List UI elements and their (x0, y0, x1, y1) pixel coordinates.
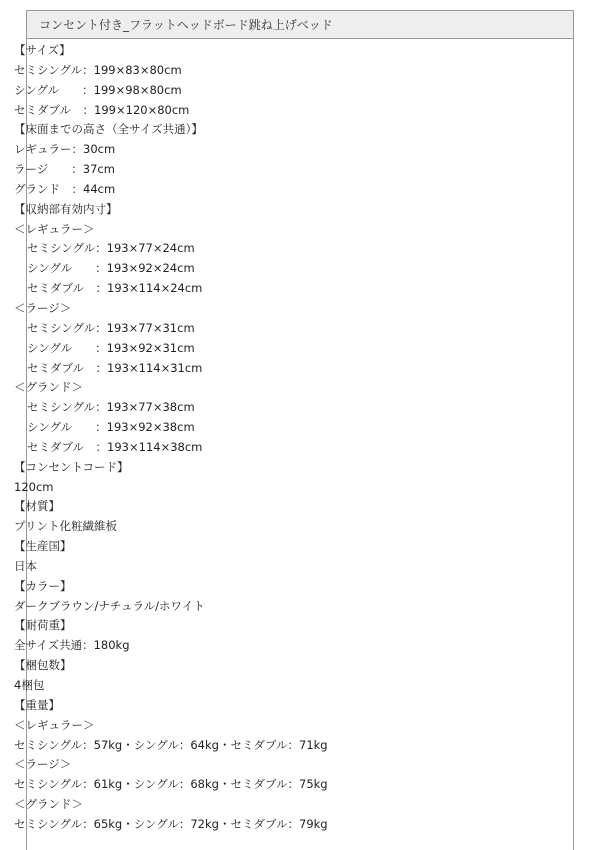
subsection-heading: ＜ラージ＞ (14, 757, 72, 772)
spec-value: シングル ：193×92×24cm (27, 261, 195, 276)
subsection-heading: ＜ラージ＞ (14, 300, 72, 315)
section-heading: 【サイズ】 (14, 43, 71, 57)
spec-value: ラージ ：37cm (14, 162, 115, 177)
subsection-heading: ＜レギュラー＞ (14, 221, 95, 236)
spec-value: 4梱包 (14, 678, 45, 692)
spec-value: 120cm (14, 479, 54, 494)
spec-value: セミダブル ：193×114×31cm (27, 360, 203, 375)
spec-value: セミシングル：193×77×31cm (27, 320, 195, 335)
section-heading: 【材質】 (14, 499, 60, 514)
spec-value: シングル ：193×92×31cm (27, 340, 195, 355)
spec-list (14, 41, 534, 835)
spec-value: セミシングル：193×77×38cm (27, 400, 195, 415)
section-heading: 【重量】 (14, 697, 60, 712)
spec-value: プリント化粧繊維板 (14, 519, 118, 534)
spec-value: ダークブラウン/ナチュラル/ホワイト (14, 598, 205, 613)
spec-value: レギュラー：30cm (14, 142, 116, 157)
spec-value: グランド ：44cm (14, 181, 116, 196)
subsection-heading: ＜レギュラー＞ (14, 717, 95, 732)
section-heading: 【コンセントコード】 (14, 459, 129, 474)
spec-value: セミシングル：61kg・シングル：68kg・セミダブル：75kg (14, 777, 328, 792)
spec-value: セミダブル ：193×114×38cm (27, 439, 203, 454)
spec-value: セミダブル ：199×120×80cm (14, 102, 190, 117)
section-heading: 【カラー】 (14, 578, 72, 593)
subsection-heading: ＜グランド＞ (14, 797, 83, 812)
section-heading: 【収納部有効内寸】 (14, 201, 118, 216)
subsection-heading: ＜グランド＞ (14, 380, 83, 395)
spec-value: 全サイズ共通：180kg (14, 638, 130, 653)
section-heading: 【梱包数】 (14, 658, 72, 673)
section-heading: 【生産国】 (14, 539, 72, 554)
section-heading: 【耐荷重】 (14, 618, 72, 633)
spec-value: セミシングル：65kg・シングル：72kg・セミダブル：79kg (14, 816, 328, 831)
spec-value: 日本 (14, 558, 37, 573)
section-heading: 【床面までの高さ（全サイズ共通）】 (14, 122, 203, 137)
spec-value: セミシングル：199×83×80cm (14, 62, 182, 77)
spec-value: シングル ：199×98×80cm (14, 82, 182, 97)
spec-value: シングル ：193×92×38cm (27, 420, 195, 435)
panel-title: コンセント付き_フラットヘッドボード跳ね上げベッド (27, 10, 573, 39)
spec-value: セミシングル：193×77×24cm (27, 241, 195, 256)
spec-value: セミダブル ：193×114×24cm (27, 281, 203, 296)
spec-value: セミシングル：57kg・シングル：64kg・セミダブル：71kg (14, 737, 328, 752)
